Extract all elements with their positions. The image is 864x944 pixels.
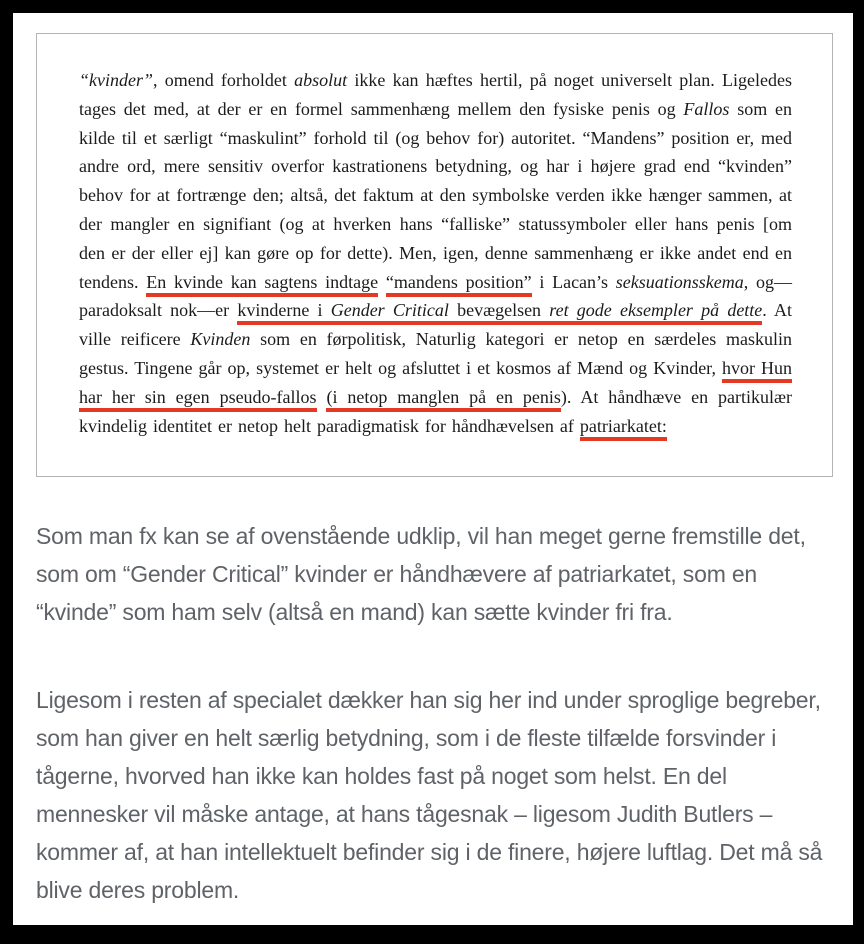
quote-text-segment [378,272,386,292]
red-underlined-phrase: ret gode eksempler på dette [549,300,762,325]
red-underlined-phrase: En kvinde kan sagtens indtage [146,272,378,297]
commentary-paragraph-1: Som man fx kan se af ovenstående udklip, vil han meget gerne fremstille det, som om “Gender Critical” kvinder er håndhævere af patriarkatet, som en “kvinde” som ham selv (altså en mand) kan sætte kvinder fri fra. [36,523,806,626]
red-underlined-phrase: Gender Critical [331,300,449,325]
red-underlined-phrase: bevægelsen [449,300,549,325]
quote-text-segment: , omend forholdet [153,70,295,90]
quote-text-segment: ). At håndhæve en partikulær kvindelig identitet er netop helt paradigmatisk for håndhævelsen af [79,386,792,436]
red-underlined-phrase: (i netop manglen på en penis [326,387,560,412]
quote-text-segment: som en kilde til et særligt “maskulint” forhold til (og behov for) autoritet. “Mandens” position er, med andre ord, mere sensitiv overfor kastrationens betydning, og har i højere grad end “kvinden” behov for at fortrænge den; altså, det faktum at den symbolske verden ikke hænger sammen, at der mangler en signifiant (og at hverken hans “falliske” statussymboler eller hans penis [om den er der eller ej] kan gøre op for dette). Men, igen, denne sammenhæng er ikke andet end en tendens. [79,98,792,292]
quote-text-segment: , og—paradoksalt nok—er [79,271,793,321]
quote-text-segment: i Lacan’s [531,271,616,292]
red-underlined-phrase: patriarkatet: [580,416,667,441]
quote-text-segment: seksuationsskema [615,271,744,292]
red-underlined-phrase: hvor Hun har her sin egen pseudo-fallos [79,358,792,412]
quote-text-segment: “kvinder” [79,70,153,90]
quote-rich-text [79,66,792,440]
quote-text-segment: . At ville reificere [79,300,792,350]
commentary-paragraph-2: Ligesom i resten af specialet dækker han sig her ind under sproglige begreber, som han giver en helt særlig betydning, som i de fleste tilfælde forsvinder i tågerne, hvorved han ikke kan holdes fast på noget som helst. En del mennesker vil måske antage, at hans tågesnak – ligesom Judith Butlers – kommer af, at han intellektuelt befinder sig i de finere, højere luftlag. Det må så blive deres problem. [36,687,823,904]
quote-text-segment: som en førpolitisk, Naturlig kategori er netop en særdeles maskulin gestus. Tingene går op, systemet er helt og afsluttet i et kosmos af Mænd og Kvinder, [79,329,793,378]
red-underlined-phrase: kvinderne i [237,300,330,325]
quote-text-segment: Fallos [683,98,730,119]
red-underlined-phrase: “mandens position” [386,272,532,297]
quoted-document-excerpt [36,33,833,477]
quote-text-segment: ikke kan hæftes hertil, på noget universelt plan. Ligeledes tages det med, at der er en formel sammenhæng mellem den fysiske penis og [79,70,792,119]
commentary-section [13,517,853,909]
quote-text-segment: absolut [294,70,348,90]
quote-text-segment [317,387,327,407]
quote-text-segment: Kvinden [190,329,251,350]
